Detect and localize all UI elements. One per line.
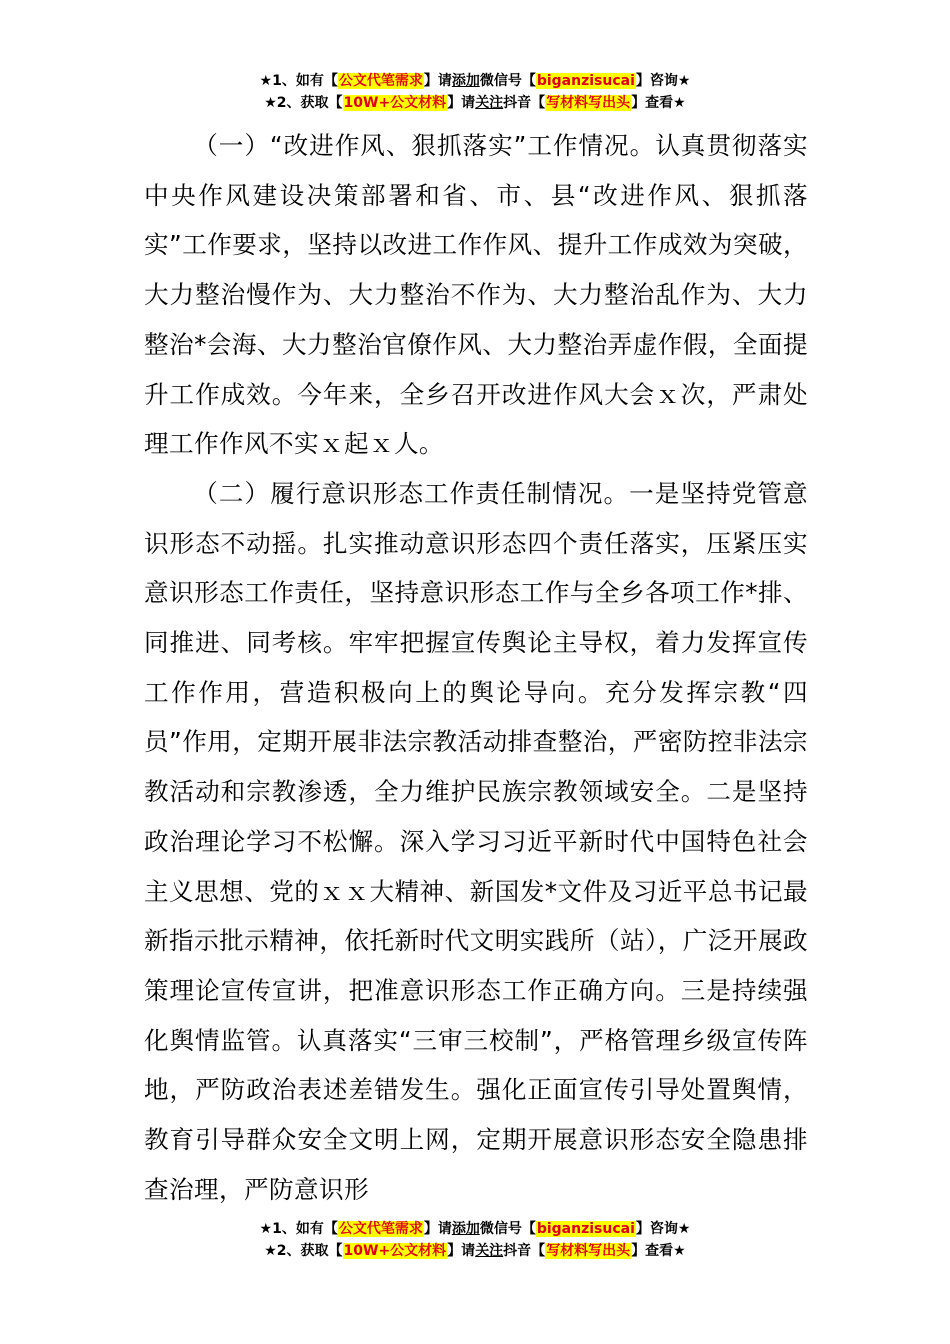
banner-text: 】查看★: [631, 1243, 686, 1259]
banner-text: ★1、如有【: [259, 73, 338, 89]
banner-highlight: 写材料写出头: [546, 1243, 631, 1259]
banner-text: 抖音【: [503, 95, 546, 111]
banner-text: 】请: [447, 95, 476, 111]
banner-underline: 添加: [451, 73, 480, 89]
banner-line-1: [0, 1218, 950, 1240]
banner-text: 】咨询★: [635, 73, 691, 89]
banner-underline: 关注: [475, 1243, 504, 1259]
banner-line-2: [0, 92, 950, 114]
banner-underline: 添加: [451, 1221, 480, 1237]
banner-text: 微信号【: [479, 73, 536, 89]
footer-banner: [0, 1218, 950, 1262]
banner-text: 微信号【: [479, 1221, 536, 1237]
banner-text: 抖音【: [503, 1243, 546, 1259]
document-body: [144, 121, 808, 1214]
banner-text: 】请: [423, 73, 452, 89]
header-banner: [0, 70, 950, 114]
banner-underline: 关注: [475, 95, 504, 111]
banner-text: ★1、如有【: [259, 1221, 338, 1237]
banner-text: 】请: [423, 1221, 452, 1237]
banner-text: 】请: [447, 1243, 476, 1259]
banner-line-1: [0, 70, 950, 92]
banner-text: 】查看★: [631, 95, 686, 111]
banner-text: ★2、获取【: [264, 1243, 343, 1259]
paragraph-work-style: （一）“改进作风、狠抓落实”工作情况。认真贯彻落实中央作风建设决策部署和省、市、县“改进作风、狠抓落实”工作要求，坚持以改进工作作风、提升工作成效为突破，大力整治慢作为、大力整治不作为、大力整治乱作为、大力整治*会海、大力整治官僚作风、大力整治弄虚作假，全面提升工作成效。今年来，全乡召开改进作风大会ｘ次，严肃处理工作作风不实ｘ起ｘ人。: [144, 131, 808, 459]
banner-line-2: [0, 1240, 950, 1262]
banner-highlight: 10W+公文材料: [343, 95, 447, 111]
banner-highlight: 10W+公文材料: [343, 1243, 447, 1259]
banner-highlight: 公文代笔需求: [338, 73, 423, 89]
banner-text: 】咨询★: [635, 1221, 691, 1237]
paragraph-ideology: （二）履行意识形态工作责任制情况。一是坚持党管意识形态不动摇。扎实推动意识形态四个责任落实，压紧压实意识形态工作责任，坚持意识形态工作与全乡各项工作*排、同推进、同考核。牢牢把握宣传舆论主导权，着力发挥宣传工作作用，营造积极向上的舆论导向。充分发挥宗教“四员”作用，定期开展非法宗教活动排查整治，严密防控非法宗教活动和宗教渗透，全力维护民族宗教领域安全。二是坚持政治理论学习不松懈。深入学习习近平新时代中国特色社会主义思想、党的ｘｘ大精神、新国发*文件及习近平总书记最新指示批示精神，依托新时代文明实践所（站），广泛开展政策理论宣传宣讲，把准意识形态工作正确方向。三是持续强化舆情监管。认真落实“三审三校制”，严格管理乡级宣传阵地，严防政治表述差错发生。强化正面宣传引导处置舆情，教育引导群众安全文明上网，定期开展意识形态安全隐患排查治理，严防意识形: [144, 478, 808, 1204]
banner-highlight: biganzisucai: [536, 1221, 635, 1237]
banner-highlight: 公文代笔需求: [338, 1221, 423, 1237]
banner-highlight: 写材料写出头: [546, 95, 631, 111]
banner-text: ★2、获取【: [264, 95, 343, 111]
banner-highlight: biganzisucai: [536, 73, 635, 89]
